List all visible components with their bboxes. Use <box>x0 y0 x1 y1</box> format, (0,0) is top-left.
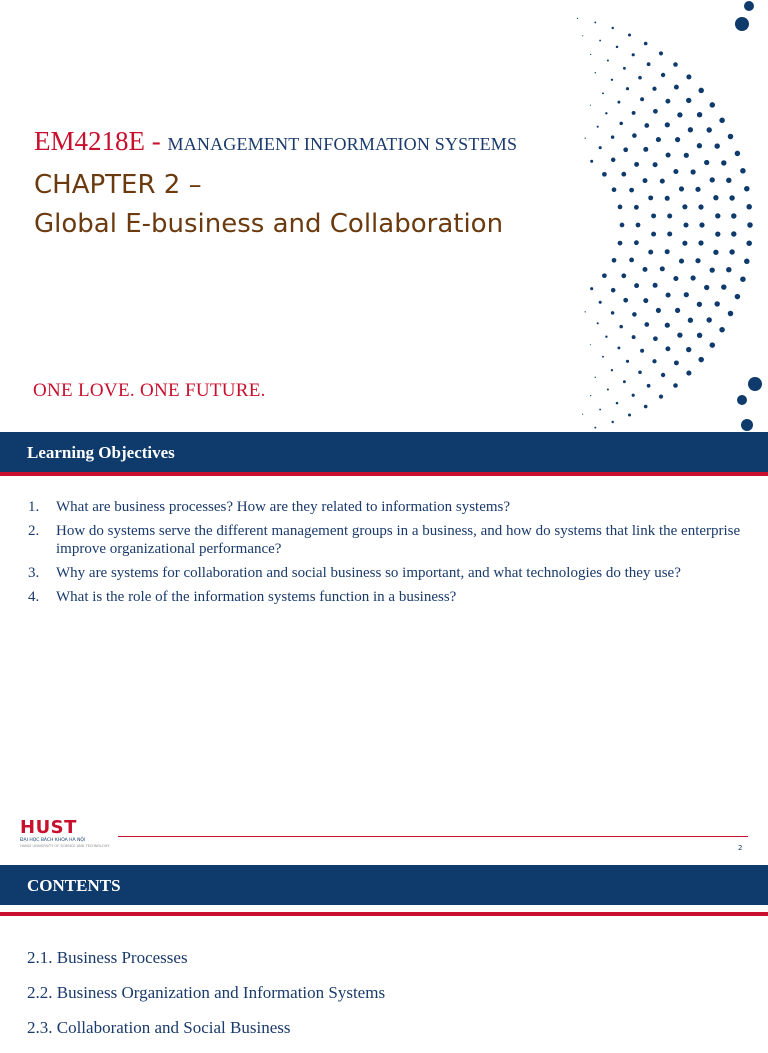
pattern-dot <box>719 118 725 124</box>
contents-item: 2.1. Business Processes <box>27 948 188 967</box>
pattern-dot <box>688 127 693 132</box>
pattern-dot <box>611 288 616 293</box>
pattern-dot <box>744 1 754 11</box>
pattern-dot <box>659 51 663 55</box>
pattern-dot <box>599 146 602 149</box>
pattern-dot <box>698 88 704 94</box>
pattern-dot <box>710 267 715 272</box>
pattern-dot <box>690 169 695 174</box>
pattern-dot <box>697 143 702 148</box>
pattern-dot <box>594 427 596 429</box>
pattern-dot <box>648 195 653 200</box>
pattern-dot <box>714 301 719 306</box>
pattern-dot <box>652 359 656 363</box>
pattern-dot <box>585 137 586 138</box>
pattern-dot <box>653 283 658 288</box>
pattern-dot <box>679 186 684 191</box>
pattern-dot <box>744 259 750 265</box>
pattern-dot <box>682 204 687 209</box>
pattern-dot <box>665 122 670 127</box>
pattern-dot <box>665 346 670 351</box>
pattern-dot <box>617 101 620 104</box>
pattern-dot <box>660 179 665 184</box>
pattern-dot <box>619 325 623 329</box>
objective-text: What are business processes? How are they related to information systems? <box>56 499 511 515</box>
pattern-dot <box>640 349 644 353</box>
objective-text: Why are systems for collaboration and social business so important, and what technologies do they use? <box>56 565 681 581</box>
pattern-dot <box>653 109 658 114</box>
pattern-dot <box>632 111 636 115</box>
pattern-dot <box>611 135 615 139</box>
pattern-dot <box>679 259 684 264</box>
pattern-dot <box>618 205 623 210</box>
slide-title-bar <box>0 432 768 472</box>
objectives-list <box>28 498 748 612</box>
pattern-dot <box>661 73 665 77</box>
pattern-dot <box>726 178 731 183</box>
pattern-dot <box>697 302 702 307</box>
pattern-dot <box>617 346 620 349</box>
pattern-dot <box>634 283 639 288</box>
pattern-dot <box>644 322 649 327</box>
pattern-dot <box>643 147 648 152</box>
pattern-dot <box>647 384 651 388</box>
pattern-dot <box>644 42 648 46</box>
pattern-dot <box>735 294 741 300</box>
pattern-dot <box>660 266 665 271</box>
pattern-dot <box>629 188 634 193</box>
pattern-dot <box>607 59 609 61</box>
pattern-dot <box>741 419 753 431</box>
pattern-dot <box>731 231 736 236</box>
objective-text: How do systems serve the different management groups in a business, and how do systems that link the enterprise improve organizational performance? <box>56 523 741 557</box>
objective-item <box>28 564 748 582</box>
pattern-dot <box>721 160 726 165</box>
pattern-dot <box>740 276 746 282</box>
chapter-title: Global E-business and Collaboration <box>34 209 504 239</box>
pattern-dot <box>665 249 670 254</box>
title-slide <box>0 0 768 432</box>
pattern-dot <box>644 405 648 409</box>
pattern-dot <box>729 195 734 200</box>
hust-logo-word: HUST <box>20 817 77 838</box>
pattern-dot <box>648 250 653 255</box>
course-separator: - <box>145 126 168 156</box>
pattern-dot <box>667 231 672 236</box>
pattern-dot <box>713 195 718 200</box>
pattern-dot <box>651 213 656 218</box>
pattern-dot <box>595 377 596 378</box>
pattern-dot <box>616 46 619 49</box>
pattern-dot <box>590 287 593 290</box>
pattern-dot <box>714 143 719 148</box>
pattern-dot <box>620 223 625 228</box>
objective-number: 3. <box>28 565 40 581</box>
pattern-dot <box>686 98 691 103</box>
pattern-dot <box>706 127 711 132</box>
pattern-dot <box>582 35 583 36</box>
pattern-dot <box>652 87 656 91</box>
objectives-slide <box>0 432 768 865</box>
pattern-dot <box>731 213 736 218</box>
course-name: MANAGEMENT INFORMATION SYSTEMS <box>167 134 518 154</box>
pattern-dot <box>621 172 626 177</box>
pattern-dot <box>699 222 704 227</box>
pattern-dot <box>653 162 658 167</box>
pattern-dot <box>710 102 716 108</box>
pattern-dot <box>673 276 678 281</box>
hust-logo <box>20 818 110 849</box>
pattern-dot <box>628 33 631 36</box>
pattern-dot <box>640 97 644 101</box>
pattern-dot <box>682 241 687 246</box>
pattern-dot <box>632 53 635 56</box>
pattern-dot <box>684 292 689 297</box>
objective-item <box>28 522 748 558</box>
pattern-dot <box>611 421 613 423</box>
pattern-dot <box>618 241 623 246</box>
pattern-dot <box>698 357 704 363</box>
pattern-dot <box>675 308 680 313</box>
pattern-dot <box>632 394 635 397</box>
pattern-dot <box>611 27 613 29</box>
pattern-dot <box>616 402 619 405</box>
pattern-dot <box>677 112 682 117</box>
pattern-dot <box>740 168 746 174</box>
pattern-dot <box>602 92 604 94</box>
pattern-dot <box>659 395 663 399</box>
pattern-dot <box>594 21 596 23</box>
pattern-dot <box>643 298 648 303</box>
pattern-dot <box>715 231 720 236</box>
pattern-dot <box>715 213 720 218</box>
hust-logo-subtitle: ĐẠI HỌC BÁCH KHOA HÀ NỘI <box>20 838 86 843</box>
contents-slide <box>0 865 768 1037</box>
pattern-dot <box>728 134 734 140</box>
pattern-dot <box>599 409 601 411</box>
pattern-dot <box>656 308 661 313</box>
pattern-dot <box>607 388 609 390</box>
objective-text: What is the role of the information systems function in a business? <box>56 589 457 605</box>
pattern-dot <box>605 336 607 338</box>
pattern-dot <box>623 67 626 70</box>
pattern-dot <box>686 371 691 376</box>
pattern-dot <box>721 284 726 289</box>
pattern-dot <box>728 311 734 317</box>
pattern-dot <box>686 74 691 79</box>
pattern-dot <box>710 342 716 348</box>
pattern-dot <box>729 249 734 254</box>
pattern-dot <box>690 275 695 280</box>
pattern-dot <box>611 311 615 315</box>
slogan: ONE LOVE. ONE FUTURE. <box>33 380 266 401</box>
pattern-dot <box>623 298 628 303</box>
pattern-dot <box>619 122 623 126</box>
pattern-dot <box>628 413 631 416</box>
pattern-dot <box>666 292 671 297</box>
pattern-dot <box>695 187 700 192</box>
pattern-dot <box>673 62 678 67</box>
pattern-dot <box>656 137 661 142</box>
pattern-dot <box>688 318 693 323</box>
pattern-dot <box>611 158 616 163</box>
chapter-number: CHAPTER 2 – <box>34 170 202 200</box>
pattern-dot <box>697 112 702 117</box>
pattern-dot <box>677 332 682 337</box>
pattern-dot <box>665 323 670 328</box>
pattern-dot <box>590 105 591 106</box>
page-number: 2 <box>738 844 743 852</box>
pattern-dot <box>612 187 617 192</box>
pattern-dot <box>684 153 689 158</box>
pattern-dot <box>695 258 700 263</box>
pattern-dot <box>602 172 607 177</box>
pattern-dot <box>665 196 670 201</box>
pattern-dot <box>590 54 591 55</box>
pattern-dot <box>623 380 626 383</box>
contents-list <box>27 948 385 1053</box>
objective-number: 2. <box>28 523 40 539</box>
pattern-dot <box>638 371 642 375</box>
pattern-dot <box>747 222 753 228</box>
pattern-dot <box>643 178 648 183</box>
pattern-dot <box>665 99 670 104</box>
pattern-dot <box>667 213 672 218</box>
pattern-dot <box>726 267 731 272</box>
pattern-dot <box>590 344 591 345</box>
pattern-dot <box>698 240 703 245</box>
pattern-dot <box>704 160 709 165</box>
pattern-dot <box>599 301 602 304</box>
pattern-dot <box>577 18 578 19</box>
pattern-dot <box>623 147 628 152</box>
pattern-dot <box>643 267 648 272</box>
title-underline <box>0 472 768 476</box>
objective-number: 1. <box>28 499 40 515</box>
pattern-dot <box>746 204 752 210</box>
slide-title-bar <box>0 865 768 905</box>
slide-heading: Learning Objectives <box>27 443 175 462</box>
pattern-dot <box>612 258 617 263</box>
pattern-dot <box>629 257 634 262</box>
pattern-dot <box>651 232 656 237</box>
title-underline <box>0 912 768 916</box>
pattern-dot <box>704 285 709 290</box>
pattern-dot <box>638 76 642 80</box>
pattern-dot <box>632 312 637 317</box>
pattern-dot <box>686 347 691 352</box>
objective-number: 4. <box>28 589 40 605</box>
pattern-dot <box>597 126 599 128</box>
pattern-dot <box>644 123 649 128</box>
pattern-dot <box>675 137 680 142</box>
pattern-dot <box>595 72 596 73</box>
pattern-dot <box>590 160 593 163</box>
pattern-dot <box>661 373 665 377</box>
pattern-dot <box>632 335 636 339</box>
pattern-dot <box>602 356 604 358</box>
pattern-dot <box>611 79 613 81</box>
pattern-dot <box>735 151 741 157</box>
pattern-dot <box>698 204 703 209</box>
course-code: EM4218E <box>34 126 145 156</box>
objective-item <box>28 498 748 516</box>
objective-item <box>28 588 748 606</box>
pattern-dot <box>673 383 678 388</box>
pattern-dot <box>706 317 711 322</box>
pattern-dot <box>590 395 591 396</box>
footer-divider <box>118 836 748 837</box>
pattern-dot <box>719 327 725 333</box>
course-heading <box>34 126 517 157</box>
pattern-dot <box>585 311 586 312</box>
pattern-dot <box>710 177 715 182</box>
pattern-dot <box>748 377 762 391</box>
hust-logo-subtitle-en: HANOI UNIVERSITY OF SCIENCE AND TECHNOLOGY <box>20 844 110 848</box>
pattern-dot <box>713 250 718 255</box>
pattern-dot <box>634 205 639 210</box>
pattern-dot <box>626 360 629 363</box>
pattern-dot <box>632 133 637 138</box>
pattern-dot <box>636 223 641 228</box>
pattern-dot <box>634 162 639 167</box>
pattern-dot <box>599 40 601 42</box>
pattern-dot <box>602 273 607 278</box>
pattern-dot <box>735 17 749 31</box>
pattern-dot <box>746 240 752 246</box>
slide-heading: CONTENTS <box>27 876 121 895</box>
contents-item: 2.3. Collaboration and Social Business <box>27 1018 291 1037</box>
pattern-dot <box>634 240 639 245</box>
pattern-dot <box>674 85 679 90</box>
pattern-dot <box>611 369 613 371</box>
pattern-dot <box>605 112 607 114</box>
pattern-dot <box>621 273 626 278</box>
pattern-dot <box>597 322 599 324</box>
pattern-dot <box>683 222 688 227</box>
pattern-dot <box>673 169 678 174</box>
pattern-dot <box>666 152 671 157</box>
pattern-dot <box>744 186 750 192</box>
pattern-dot <box>582 414 583 415</box>
pattern-dot <box>674 360 679 365</box>
pattern-dot <box>697 333 702 338</box>
pattern-dot <box>737 395 747 405</box>
pattern-dot <box>647 62 651 66</box>
pattern-dot <box>626 87 629 90</box>
pattern-dot <box>653 336 658 341</box>
contents-item: 2.2. Business Organization and Information Systems <box>27 983 386 1002</box>
